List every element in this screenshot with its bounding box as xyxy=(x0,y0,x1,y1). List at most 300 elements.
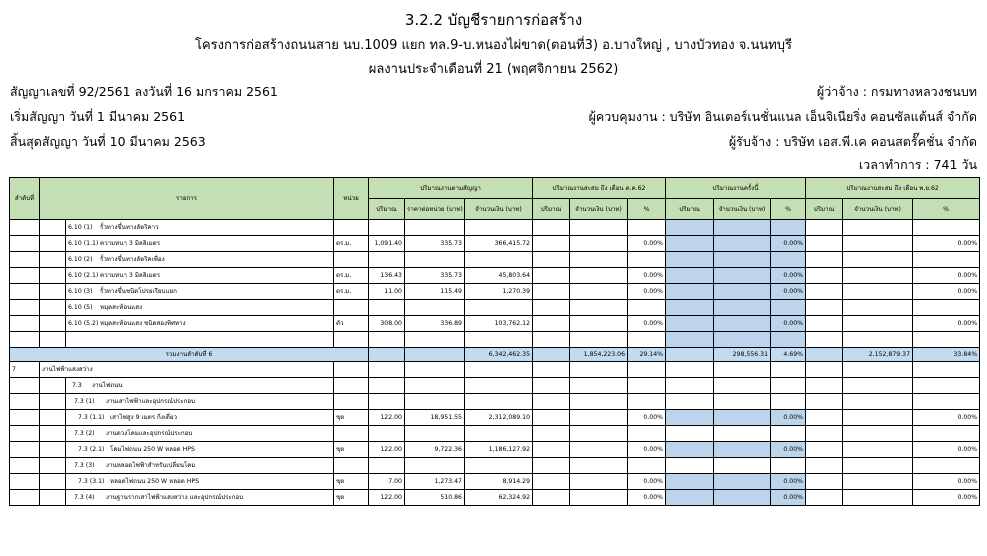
cell-unit: ตัว xyxy=(334,316,369,332)
cell-amount xyxy=(465,458,533,474)
cell-cum-qty xyxy=(806,316,843,332)
cell-cum-qty xyxy=(806,490,843,506)
cell-seq xyxy=(10,268,40,284)
table-row xyxy=(10,236,980,252)
cell-curr-amount xyxy=(714,458,771,474)
cell-curr-percent: 0.00% xyxy=(771,474,806,490)
cell-cum-qty xyxy=(806,300,843,316)
cell-curr-percent xyxy=(771,252,806,268)
cell-prev-percent: 0.00% xyxy=(628,490,666,506)
col-seq: ลำดับที่ xyxy=(10,178,40,220)
cell-cum-amount xyxy=(843,236,913,252)
cell-curr-qty xyxy=(666,268,714,284)
cell-indent xyxy=(40,426,66,442)
col-amount: จำนวนเงิน (บาท) xyxy=(714,199,771,220)
cell-curr-qty xyxy=(666,220,714,236)
cell-prev-amount xyxy=(570,378,628,394)
cell-item xyxy=(66,410,334,426)
table-row xyxy=(10,410,980,426)
cell-unit xyxy=(334,362,369,378)
cell-seq: 7 xyxy=(10,362,40,378)
cell-qty: 7.00 xyxy=(369,474,405,490)
cell-curr-amount xyxy=(714,394,771,410)
cell-seq xyxy=(10,378,40,394)
cell-prev-qty xyxy=(533,490,570,506)
cell-prev-percent xyxy=(628,394,666,410)
cell-prev-amount xyxy=(570,300,628,316)
cell-prev-qty xyxy=(533,332,570,348)
cell-prev-qty xyxy=(533,236,570,252)
item-desc: หมุดสะท้อนแสง ชนิดสองทิศทาง xyxy=(100,320,186,327)
summary-cum-percent: 33.84% xyxy=(913,348,980,362)
cell-prev-amount xyxy=(570,426,628,442)
cell-amount: 1,270.39 xyxy=(465,284,533,300)
cell-cum-qty xyxy=(806,394,843,410)
item-code: 7.3 (2.1) xyxy=(78,446,105,453)
summary-curr-amount: 298,556.31 xyxy=(714,348,771,362)
summary-prev-amount: 1,854,223.06 xyxy=(570,348,628,362)
col-qty: ปริมาณ xyxy=(369,199,405,220)
cell-curr-qty xyxy=(666,458,714,474)
cell-cum-qty xyxy=(806,284,843,300)
cell-prev-amount xyxy=(570,410,628,426)
cell-unit: ตร.ม. xyxy=(334,268,369,284)
cell-prev-qty xyxy=(533,268,570,284)
cell-item xyxy=(66,394,334,410)
cell-curr-amount xyxy=(714,378,771,394)
cell-cum-percent xyxy=(913,220,980,236)
cell-curr-percent: 0.00% xyxy=(771,268,806,284)
col-amount: จำนวนเงิน (บาท) xyxy=(570,199,628,220)
cell-prev-qty xyxy=(533,284,570,300)
table-row xyxy=(10,474,980,490)
table-row xyxy=(10,394,980,410)
cell-prev-amount xyxy=(570,362,628,378)
cell-cum-amount xyxy=(843,394,913,410)
cell-prev-percent: 0.00% xyxy=(628,284,666,300)
cell-seq xyxy=(10,284,40,300)
cell-unit-price xyxy=(405,378,465,394)
cell-cum-percent: 0.00% xyxy=(913,442,980,458)
cell-curr-amount xyxy=(714,474,771,490)
cell-indent xyxy=(40,490,66,506)
cell-prev-amount xyxy=(570,316,628,332)
cell-item xyxy=(66,442,334,458)
cell-curr-percent xyxy=(771,458,806,474)
cell-cum-amount xyxy=(843,474,913,490)
cell-cum-qty xyxy=(806,332,843,348)
col-group-previous: ปริมาณงานสะสม ถึง เดือน ต.ค.62 xyxy=(533,178,666,199)
table-row xyxy=(10,458,980,474)
cell-cum-amount xyxy=(843,220,913,236)
cell-curr-qty xyxy=(666,362,714,378)
cell-seq xyxy=(10,474,40,490)
cell-curr-amount xyxy=(714,426,771,442)
table-row xyxy=(10,490,980,506)
cell-unit: ชุด xyxy=(334,442,369,458)
summary-row xyxy=(10,348,980,362)
cell-qty xyxy=(369,348,405,362)
cell-cum-amount xyxy=(843,410,913,426)
cell-seq xyxy=(10,442,40,458)
table-row xyxy=(10,300,980,316)
summary-prev-percent: 29.14% xyxy=(628,348,666,362)
cell-prev-qty xyxy=(533,300,570,316)
col-group-cumulative: ปริมาณงานสะสม ถึง เดือน พ.ย.62 xyxy=(806,178,980,199)
duration: เวลาทำการ : 741 วัน xyxy=(858,157,977,172)
cell-indent xyxy=(40,300,66,316)
cell-cum-qty xyxy=(806,442,843,458)
cell-prev-amount xyxy=(570,252,628,268)
item-desc: ความหนา 3 มิลลิเมตร xyxy=(100,272,161,279)
cell-curr-amount xyxy=(714,332,771,348)
cell-item xyxy=(66,220,334,236)
cell-cum-qty xyxy=(806,458,843,474)
summary-cum-amount: 2,152,879.37 xyxy=(843,348,913,362)
table-row xyxy=(10,426,980,442)
col-amount: จำนวนเงิน (บาท) xyxy=(843,199,913,220)
report-period: ผลงานประจำเดือนที่ 21 (พฤศจิกายน 2562) xyxy=(368,62,619,77)
contract-number: สัญญาเลขที่ 92/2561 ลงวันที่ 16 มกราคม 2561 xyxy=(10,84,278,99)
cell-curr-qty xyxy=(666,332,714,348)
table-row xyxy=(10,284,980,300)
cell-prev-qty xyxy=(533,474,570,490)
item-code: 6.10 (1.1) xyxy=(68,240,99,247)
cell-indent xyxy=(40,332,66,348)
contractor: ผู้รับจ้าง : บริษัท เอส.พี.เค คอนสตรั๊คชั่น จำกัด xyxy=(728,134,977,149)
cell-qty xyxy=(369,252,405,268)
cell-curr-amount xyxy=(714,300,771,316)
cell-unit-price xyxy=(405,332,465,348)
cell-cum-percent: 0.00% xyxy=(913,474,980,490)
cell-unit-price: 510.86 xyxy=(405,490,465,506)
cell-unit: ชุด xyxy=(334,490,369,506)
cell-item xyxy=(66,316,334,332)
item-desc: หมุดสะท้อนแสง xyxy=(100,304,143,311)
cell-prev-percent: 0.00% xyxy=(628,474,666,490)
cell-prev-percent: 0.00% xyxy=(628,316,666,332)
cell-curr-qty xyxy=(666,378,714,394)
cell-curr-percent xyxy=(771,220,806,236)
cell-curr-percent: 0.00% xyxy=(771,236,806,252)
table-row xyxy=(10,252,980,268)
cell-curr-percent: 0.00% xyxy=(771,490,806,506)
col-unit: หน่วย xyxy=(334,178,369,220)
cell-cum-percent xyxy=(913,378,980,394)
cell-indent xyxy=(40,220,66,236)
cell-cum-amount xyxy=(843,426,913,442)
cell-cum-percent xyxy=(913,458,980,474)
cell-seq xyxy=(10,236,40,252)
cell-prev-amount xyxy=(570,474,628,490)
cell-prev-amount xyxy=(570,220,628,236)
cell-qty: 308.00 xyxy=(369,316,405,332)
item-code: 6.10 (2) xyxy=(68,256,93,263)
cell-prev-qty xyxy=(533,220,570,236)
table-row xyxy=(10,362,980,378)
cell-curr-amount xyxy=(714,284,771,300)
cell-amount: 103,762.12 xyxy=(465,316,533,332)
cell-prev-percent xyxy=(628,362,666,378)
cell-prev-qty xyxy=(533,316,570,332)
cell-cum-percent xyxy=(913,300,980,316)
cell-seq xyxy=(10,426,40,442)
cell-curr-amount xyxy=(714,268,771,284)
cell-curr-qty xyxy=(666,236,714,252)
cell-amount xyxy=(465,220,533,236)
cell-curr-amount xyxy=(714,410,771,426)
cell-unit xyxy=(334,458,369,474)
cell-prev-percent xyxy=(628,252,666,268)
cell-unit-price xyxy=(405,348,465,362)
cell-seq xyxy=(10,316,40,332)
cell-curr-amount xyxy=(714,316,771,332)
cell-curr-qty xyxy=(666,410,714,426)
contract-end: สิ้นสุดสัญญา วันที่ 10 มีนาคม 2563 xyxy=(10,134,206,149)
cell-unit-price: 336.89 xyxy=(405,316,465,332)
item-code: 6.10 (1) xyxy=(68,224,93,231)
cell-indent xyxy=(40,316,66,332)
item-code: 6.10 (3) xyxy=(68,288,93,295)
cell-unit-price: 335.73 xyxy=(405,268,465,284)
cell-prev-amount xyxy=(570,394,628,410)
cell-curr-amount xyxy=(714,236,771,252)
col-percent: % xyxy=(628,199,666,220)
cell-cum-qty xyxy=(806,252,843,268)
cell-prev-qty xyxy=(533,458,570,474)
cell-curr-percent: 0.00% xyxy=(771,316,806,332)
cell-amount xyxy=(465,300,533,316)
cell-item xyxy=(66,300,334,316)
cell-prev-qty xyxy=(533,362,570,378)
cell-unit-price xyxy=(405,394,465,410)
table-row xyxy=(10,332,980,348)
cell-qty xyxy=(369,378,405,394)
cell-amount: 2,312,089.10 xyxy=(465,410,533,426)
cell-seq xyxy=(10,332,40,348)
cell-cum-amount xyxy=(843,316,913,332)
cell-unit-price xyxy=(405,300,465,316)
item-desc: รั้วทางขึ้นชนิดโปรยเรียบแยก xyxy=(100,288,177,295)
cell-seq xyxy=(10,252,40,268)
cell-item xyxy=(66,458,334,474)
cell-cum-amount xyxy=(843,268,913,284)
cell-cum-percent xyxy=(913,332,980,348)
cell-unit xyxy=(334,220,369,236)
cell-prev-percent xyxy=(628,426,666,442)
cell-curr-percent xyxy=(771,378,806,394)
cell-cum-percent: 0.00% xyxy=(913,410,980,426)
cell-qty: 11.00 xyxy=(369,284,405,300)
project-name: โครงการก่อสร้างถนนสาย นบ.1009 แยก ทล.9-บ.หนองไผ่ขาด(ตอนที่3) อ.บางใหญ่ , บางบัวทอง จ.นนทบุรี xyxy=(194,38,793,53)
cell-unit-price: 18,951.55 xyxy=(405,410,465,426)
cell-curr-qty xyxy=(666,348,714,362)
item-desc: รั้วทางขึ้นทางลัดริคาว xyxy=(100,224,159,231)
cell-curr-percent xyxy=(771,300,806,316)
cell-curr-percent: 0.00% xyxy=(771,410,806,426)
cell-indent xyxy=(40,474,66,490)
cell-curr-percent: 0.00% xyxy=(771,442,806,458)
item-code: 6.10 (5.2) xyxy=(68,320,99,327)
cell-unit xyxy=(334,300,369,316)
cell-prev-percent: 0.00% xyxy=(628,268,666,284)
cell-cum-percent: 0.00% xyxy=(913,236,980,252)
cell-curr-amount xyxy=(714,442,771,458)
cell-unit xyxy=(334,378,369,394)
cell-qty xyxy=(369,458,405,474)
cell-prev-percent xyxy=(628,378,666,394)
table-row xyxy=(10,220,980,236)
cell-unit-price xyxy=(405,220,465,236)
cell-prev-amount xyxy=(570,458,628,474)
cell-seq xyxy=(10,300,40,316)
cell-qty: 1,091.40 xyxy=(369,236,405,252)
cell-qty: 122.00 xyxy=(369,490,405,506)
summary-curr-percent: 4.69% xyxy=(771,348,806,362)
cell-seq xyxy=(10,458,40,474)
cell-prev-qty xyxy=(533,394,570,410)
cell-amount: 62,324.92 xyxy=(465,490,533,506)
cell-cum-percent: 0.00% xyxy=(913,268,980,284)
cell-prev-qty xyxy=(533,426,570,442)
item-desc: งานฐานรากเสาไฟฟ้าแสงสว่าง และอุปกรณ์ประกอบ xyxy=(106,494,244,501)
cell-curr-percent: 0.00% xyxy=(771,284,806,300)
cell-qty: 136.43 xyxy=(369,268,405,284)
cell-prev-amount xyxy=(570,490,628,506)
cell-prev-amount xyxy=(570,332,628,348)
col-qty: ปริมาณ xyxy=(666,199,714,220)
cell-cum-amount xyxy=(843,442,913,458)
cell-cum-qty xyxy=(806,236,843,252)
cell-cum-amount xyxy=(843,458,913,474)
cell-cum-amount xyxy=(843,362,913,378)
cell-cum-qty xyxy=(806,348,843,362)
cell-unit-price: 9,722.36 xyxy=(405,442,465,458)
cell-unit: ตร.ม. xyxy=(334,236,369,252)
cell-amount xyxy=(465,394,533,410)
cell-indent xyxy=(40,378,66,394)
cell-amount: 1,186,127.92 xyxy=(465,442,533,458)
cell-curr-percent xyxy=(771,426,806,442)
cell-cum-qty xyxy=(806,220,843,236)
cell-cum-percent xyxy=(913,252,980,268)
cell-curr-qty xyxy=(666,316,714,332)
cell-item xyxy=(66,284,334,300)
cell-curr-qty xyxy=(666,300,714,316)
cell-seq xyxy=(10,220,40,236)
cell-indent xyxy=(40,458,66,474)
cell-curr-qty xyxy=(666,252,714,268)
cell-qty xyxy=(369,300,405,316)
cell-indent xyxy=(40,442,66,458)
cell-cum-amount xyxy=(843,332,913,348)
cell-prev-percent xyxy=(628,220,666,236)
col-unit-price: ราคาต่อหน่วย (บาท) xyxy=(405,199,465,220)
cell-amount xyxy=(465,252,533,268)
cell-indent xyxy=(40,410,66,426)
summary-label: รวมงานลำดับที่ 6 xyxy=(10,348,369,362)
col-qty: ปริมาณ xyxy=(806,199,843,220)
cell-curr-percent xyxy=(771,362,806,378)
cell-cum-percent xyxy=(913,394,980,410)
cell-amount: 8,914.29 xyxy=(465,474,533,490)
cell-cum-amount xyxy=(843,284,913,300)
cell-prev-qty xyxy=(533,410,570,426)
cell-curr-percent xyxy=(771,394,806,410)
cell-unit-price xyxy=(405,362,465,378)
cell-seq xyxy=(10,490,40,506)
cell-prev-percent: 0.00% xyxy=(628,236,666,252)
cell-cum-qty xyxy=(806,410,843,426)
cell-item: งานไฟฟ้าแสงสว่าง xyxy=(40,362,334,378)
item-desc: ความหนา 3 มิลลิเมตร xyxy=(100,240,161,247)
cell-prev-percent xyxy=(628,332,666,348)
item-desc: โคมไฟถนน 250 W หลอด HPS xyxy=(110,446,195,453)
col-group-current: ปริมาณงานครั้งนี้ xyxy=(666,178,806,199)
col-qty: ปริมาณ xyxy=(533,199,570,220)
cell-prev-amount xyxy=(570,236,628,252)
cell-prev-qty xyxy=(533,252,570,268)
cell-item xyxy=(66,236,334,252)
item-code: 6.10 (5) xyxy=(68,304,93,311)
col-group-contract: ปริมาณงานตามสัญญา xyxy=(369,178,533,199)
cell-unit-price: 1,273.47 xyxy=(405,474,465,490)
cell-prev-amount xyxy=(570,442,628,458)
item-code: 7.3 xyxy=(72,382,82,389)
cell-cum-amount xyxy=(843,490,913,506)
cell-cum-percent: 0.00% xyxy=(913,284,980,300)
cell-curr-qty xyxy=(666,394,714,410)
item-desc: งานหลอดไฟฟ้าสำหรับเปลี่ยนโคม xyxy=(106,462,196,469)
item-desc: รั้วทางขึ้นทางลัดริคเพื่อง xyxy=(100,256,165,263)
cell-curr-amount xyxy=(714,220,771,236)
cell-unit-price xyxy=(405,458,465,474)
col-percent: % xyxy=(913,199,980,220)
cell-qty: 122.00 xyxy=(369,410,405,426)
cell-qty xyxy=(369,394,405,410)
cell-cum-percent xyxy=(913,362,980,378)
cell-cum-amount xyxy=(843,300,913,316)
table-row xyxy=(10,268,980,284)
cell-cum-qty xyxy=(806,268,843,284)
cell-curr-amount xyxy=(714,490,771,506)
summary-amount: 6,342,462.35 xyxy=(465,348,533,362)
cell-curr-qty xyxy=(666,490,714,506)
cell-unit-price: 115.49 xyxy=(405,284,465,300)
cell-cum-percent xyxy=(913,426,980,442)
col-percent: % xyxy=(771,199,806,220)
supervisor: ผู้ควบคุมงาน : บริษัท อินเตอร์เนชั่นแนล เอ็นจิเนียริ่ง คอนซัลแต้นส์ จำกัด xyxy=(588,109,977,124)
cell-unit-price xyxy=(405,252,465,268)
cell-amount: 45,803.64 xyxy=(465,268,533,284)
col-item: รายการ xyxy=(40,178,334,220)
employer: ผู้ว่าจ้าง : กรมทางหลวงชนบท xyxy=(816,84,977,99)
cell-item xyxy=(66,332,334,348)
cell-prev-percent xyxy=(628,458,666,474)
cell-unit xyxy=(334,426,369,442)
cell-cum-amount xyxy=(843,252,913,268)
cell-unit: ชุด xyxy=(334,410,369,426)
cell-indent xyxy=(40,268,66,284)
item-code: 7.3 (2) xyxy=(74,430,95,437)
cell-item xyxy=(66,474,334,490)
cell-curr-amount xyxy=(714,252,771,268)
cell-unit xyxy=(334,252,369,268)
cell-item xyxy=(66,490,334,506)
page-title: 3.2.2 บัญชีรายการก่อสร้าง xyxy=(404,11,583,29)
cell-qty xyxy=(369,426,405,442)
table-row xyxy=(10,316,980,332)
